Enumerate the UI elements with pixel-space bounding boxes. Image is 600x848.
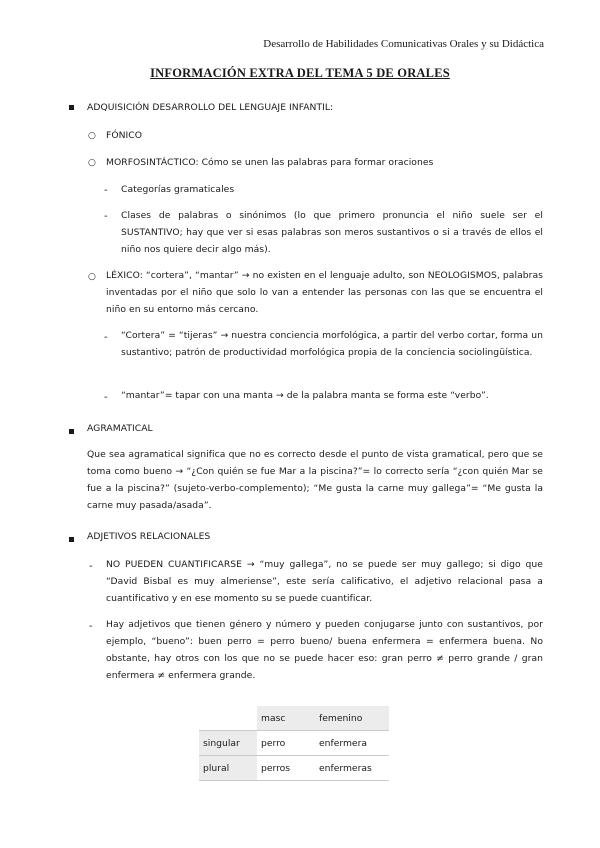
item-categorias: Categorías gramaticales: [121, 184, 235, 195]
circle-bullet-icon: ○: [88, 272, 96, 282]
item-cortera: “Cortera” = “tijeras” → nuestra conciencia morfológica, a partir del verbo cortar, forma un sustantivo; patrón de productividad morfológica propia de la conciencia sociolingüística.: [121, 330, 543, 358]
running-header: Desarrollo de Habilidades Comunicativas Orales y su Didáctica: [263, 38, 544, 50]
circle-bullet-icon: ○: [88, 131, 96, 141]
section-heading-adjetivos: ADJETIVOS RELACIONALES: [87, 531, 211, 542]
table-row-label: plural: [199, 756, 257, 781]
table-cell: enfermeras: [315, 756, 389, 781]
dash-bullet-icon: -: [104, 185, 108, 196]
table-row-label: singular: [199, 731, 257, 756]
square-bullet-icon: [69, 429, 74, 434]
section-heading-agramatical: AGRAMATICAL: [87, 423, 153, 434]
square-bullet-icon: [69, 537, 74, 542]
item-mantar: “mantar”= tapar con una manta → de la palabra manta se forma este “verbo”.: [121, 390, 489, 401]
item-fonico: FÓNICO: [106, 130, 143, 141]
paragraph-agramatical: Que sea agramatical significa que no es correcto desde el punto de vista gramatical, pero que se toma como bueno → “¿Con quién se fue Mar a la piscina?”= lo correcto sería “¿con quién Mar se fue a la piscina?” (sujeto-verbo-complemento); “Me gusta la carne muy gallega”= “Me gusta la carne muy pasada/asada”.: [87, 449, 543, 511]
table-header-femenino: femenino: [315, 706, 389, 731]
item-genero-numero: Hay adjetivos que tienen género y número y pueden conjugarse junto con sustantivos, por ejemplo, “bueno”: buen perro = perro bueno/ buena enfermera = enfermera buena. No obstante, hay otros con los que no se puede hacer eso: gran perro ≠ perro grande / gran enfermera ≠ enfermera grande.: [106, 619, 543, 681]
table-cell: enfermera: [315, 731, 389, 756]
document-title: INFORMACIÓN EXTRA DEL TEMA 5 DE ORALES: [150, 66, 450, 80]
dash-bullet-icon: -: [89, 621, 93, 632]
table-header-masc: masc: [257, 706, 315, 731]
table-cell: [199, 706, 257, 731]
table-cell: perro: [257, 731, 315, 756]
table-row: [199, 706, 389, 731]
gender-number-table: [199, 706, 389, 781]
table-cell: perros: [257, 756, 315, 781]
dash-bullet-icon: -: [89, 561, 93, 572]
square-bullet-icon: [69, 105, 74, 110]
item-morfosintactico: MORFOSINTÁCTICO: Cómo se unen las palabras para formar oraciones: [106, 157, 434, 168]
section-heading-adquisicion: ADQUISICIÓN DESARROLLO DEL LENGUAJE INFANTIL:: [87, 102, 334, 113]
table-row: [199, 756, 389, 781]
table-row: [199, 731, 389, 756]
circle-bullet-icon: ○: [88, 158, 96, 168]
item-lexico: LÉXICO: “cortera”, “mantar” → no existen en el lenguaje adulto, son NEOLOGISMOS, palabras inventadas por el niño que solo lo van a entender las personas con las que se encuentra el niño en su entorno más cercano.: [106, 270, 543, 315]
item-clases-palabras: Clases de palabras o sinónimos (lo que primero pronuncia el niño suele ser el SUSTANTIVO; hay que ver si esas palabras son meros sustantivos o si a través de ellos el niño nos quiere decir algo más).: [121, 210, 543, 255]
dash-bullet-icon: -: [104, 392, 108, 403]
item-no-cuantificar: NO PUEDEN CUANTIFICARSE → “muy gallega”, no se puede ser muy gallego; si digo que “David Bisbal es muy almeriense”, este sería calificativo, el adjetivo relacional pasa a cuantificativo y en ese momento su se puede cuantificar.: [106, 559, 543, 604]
dash-bullet-icon: -: [104, 332, 108, 343]
dash-bullet-icon: -: [104, 211, 108, 222]
